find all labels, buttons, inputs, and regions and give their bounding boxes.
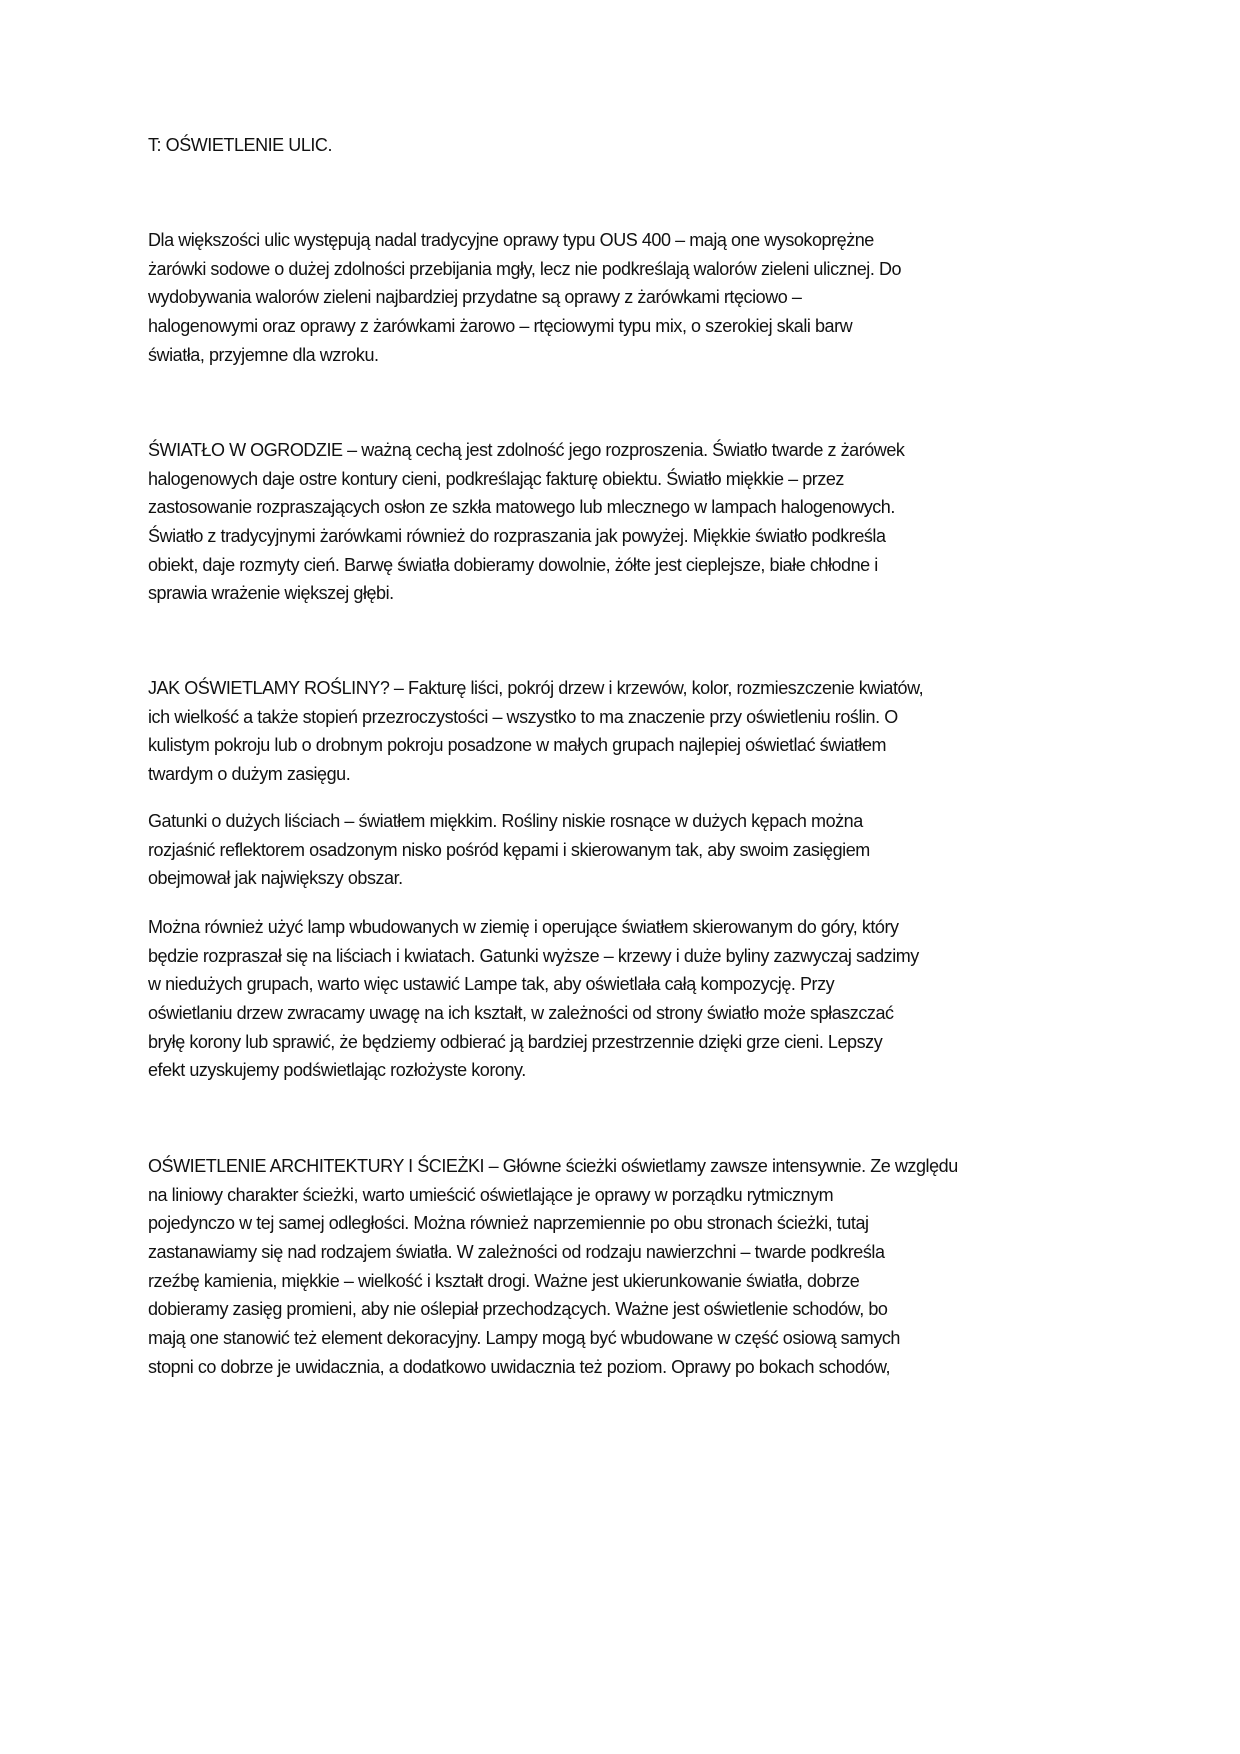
text-line: w niedużych grupach, warto więc ustawić Lampe tak, aby oświetlała całą kompozycję. Przy	[148, 974, 835, 995]
text-line: Można również użyć lamp wbudowanych w ziemię i operujące światłem skierowanym do góry, który	[148, 917, 899, 937]
paragraph-plants	[148, 674, 923, 789]
text-line: zastosowanie rozpraszających osłon ze szkła matowego lub mlecznego w lampach halogenowych.	[148, 497, 895, 518]
text-line: bryłę korony lub sprawić, że będziemy odbierać ją bardziej przestrzennie dzięki grze cieni. Lepszy	[148, 1031, 883, 1052]
text-line: obejmował jak największy obszar.	[148, 868, 403, 889]
text-line: zastanawiamy się nad rodzajem światła. W zależności od rodzaju nawierzchni – twarde podkreśla	[148, 1242, 885, 1263]
text-line: dobieramy zasięg promieni, aby nie oślepiał przechodzących. Ważne jest oświetlenie schodów, bo	[148, 1299, 888, 1320]
text-line: rozjaśnić reflektorem osadzonym nisko pośród kępami i skierowanym tak, aby swoim zasięgiem	[148, 839, 870, 860]
text-line: halogenowych daje ostre kontury cieni, podkreślając fakturę obiektu. Światło miękkie – przez	[148, 468, 844, 489]
text-line: obiekt, daje rozmyty cień. Barwę światła dobieramy dowolnie, żółte jest cieplejsze, białe chłodne i	[148, 554, 878, 575]
text-line: będzie rozpraszał się na liściach i kwiatach. Gatunki wyższe – krzewy i duże byliny zazwyczaj sadzimy	[148, 945, 919, 966]
paragraph-large-leaves	[148, 807, 870, 893]
text-line: mają one stanowić też element dekoracyjny. Lampy mogą być wbudowane w część osiową samych	[148, 1328, 900, 1349]
text-line: na liniowy charakter ścieżki, warto umieścić oświetlające je oprawy w porządku rytmicznym	[148, 1184, 834, 1205]
text-line: OŚWIETLENIE ARCHITEKTURY I ŚCIEŻKI – Główne ścieżki oświetlamy zawsze intensywnie. Ze względu	[148, 1156, 958, 1176]
text-line: żarówki sodowe o dużej zdolności przebijania mgły, lecz nie podkreślają walorów zieleni ulicznej. Do	[148, 258, 902, 279]
text-line: JAK OŚWIETLAMY ROŚLINY? – Fakturę liści, pokrój drzew i krzewów, kolor, rozmieszczenie kwiatów,	[148, 678, 924, 698]
document-title	[148, 131, 332, 160]
text-line: oświetlaniu drzew zwracamy uwagę na ich kształt, w zależności od strony światło może spłaszczać	[148, 1003, 894, 1024]
paragraph-architecture-paths	[148, 1152, 958, 1382]
text-line: twardym o dużym zasięgu.	[148, 764, 351, 785]
text-line: sprawia wrażenie większej głębi.	[148, 583, 394, 604]
text-line: Dla większości ulic występują nadal tradycyjne oprawy typu OUS 400 – mają one wysokoprężne	[148, 230, 874, 250]
text-line: halogenowymi oraz oprawy z żarówkami żarowo – rtęciowymi typu mix, o szerokiej skali barw	[148, 316, 853, 337]
text-line: kulistym pokroju lub o drobnym pokroju posadzone w małych grupach najlepiej oświetlać światłem	[148, 735, 887, 756]
text-line: ŚWIATŁO W OGRODZIE – ważną cechą jest zdolność jego rozproszenia. Światło twarde z żarówek	[148, 440, 905, 460]
text-line: stopni co dobrze je uwidacznia, a dodatkowo uwidacznia też poziom. Oprawy po bokach schodów,	[148, 1356, 891, 1377]
text-line: efekt uzyskujemy podświetlając rozłożyste korony.	[148, 1060, 526, 1081]
text-line: światła, przyjemne dla wzroku.	[148, 344, 379, 365]
text-line: pojedynczo w tej samej odległości. Można również naprzemiennie po obu stronach ścieżki, tutaj	[148, 1213, 869, 1234]
text-line: rzeźbę kamienia, miękkie – wielkość i kształt drogi. Ważne jest ukierunkowanie światła, dobrze	[148, 1270, 860, 1291]
paragraph-ground-lamps	[148, 913, 919, 1085]
text-line: ich wielkość a także stopień przezroczystości – wszystko to ma znaczenie przy oświetleniu roślin. O	[148, 706, 898, 727]
title-text: T: OŚWIETLENIE ULIC.	[148, 135, 333, 155]
paragraph-street-lighting	[148, 226, 901, 369]
text-line: Gatunki o dużych liściach – światłem miękkim. Rośliny niskie rosnące w dużych kępach można	[148, 811, 863, 831]
text-line: Światło z tradycyjnymi żarówkami również do rozpraszania jak powyżej. Miękkie światło podkreśla	[148, 526, 886, 547]
paragraph-garden-light	[148, 436, 904, 608]
text-line: wydobywania walorów zieleni najbardziej przydatne są oprawy z żarówkami rtęciowo –	[148, 287, 802, 308]
